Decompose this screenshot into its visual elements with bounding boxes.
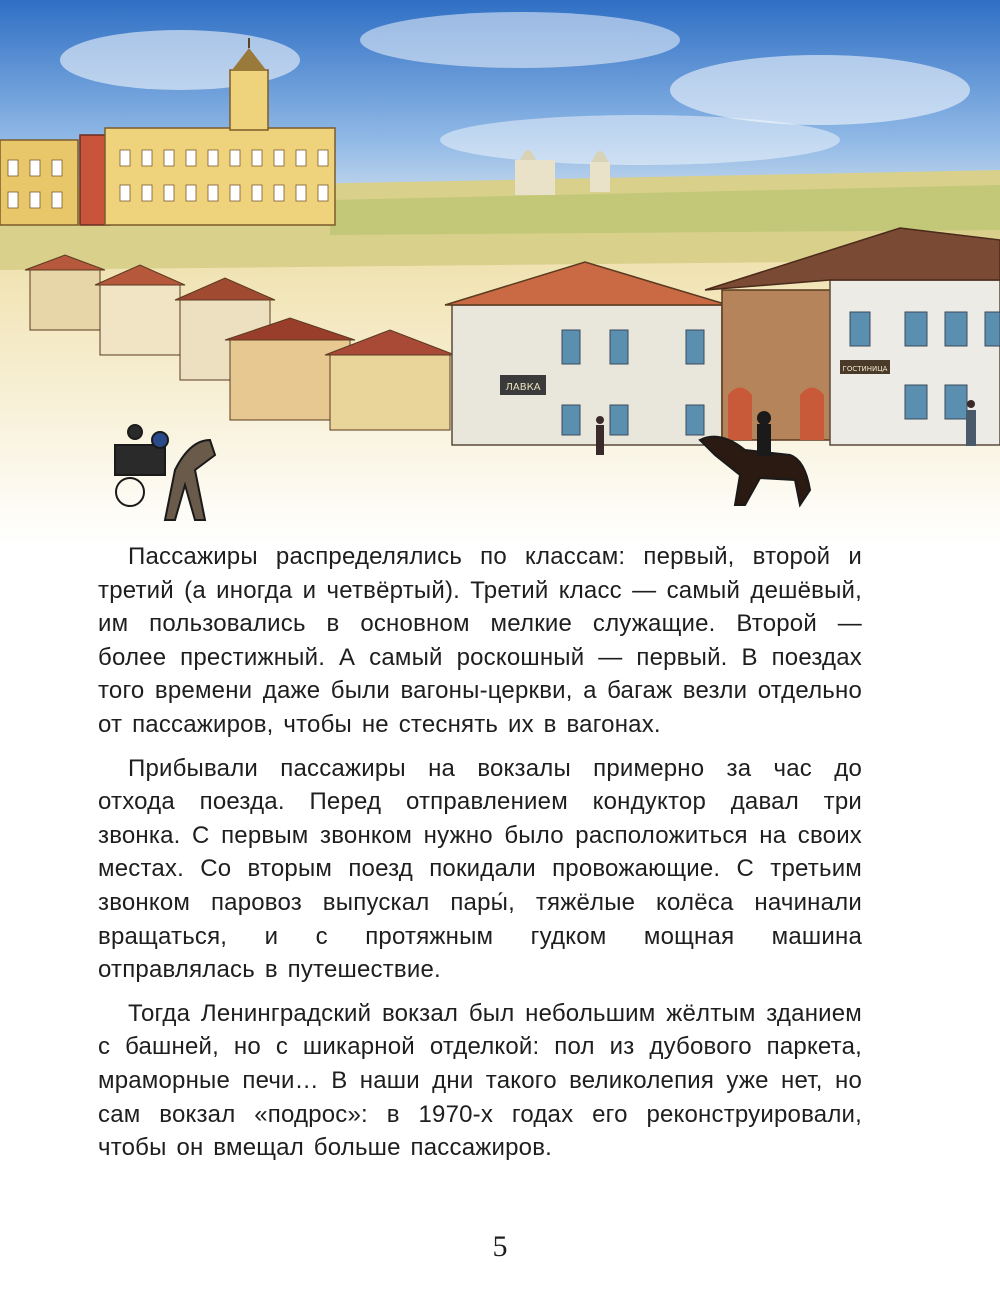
city-street-illustration-icon [0, 0, 1000, 545]
street-illustration [0, 0, 1000, 545]
shop-sign: ЛАВКА [505, 382, 541, 393]
paragraph-station: Тогда Ленинградский вокзал был небольшим жёлтым зданием с башней, но с шикарной отделкой: пол из дубового паркета, мраморные печи… В наши дни такого великолепия уже нет, но сам вокзал «подрос»: в 1970-х годах его реконструировали, чтобы он вмещал больше пассажиров. [98, 999, 862, 1162]
page-number: 5 [492, 1230, 508, 1263]
body-text [98, 540, 862, 1175]
inn-sign: ГОСТИНИЦА [842, 365, 888, 373]
paragraph-classes: Пассажиры распределялись по классам: первый, второй и третий (а иногда и четвёртый). Третий класс — самый дешёвый, им пользовались в основном мелкие служащие. Второй — более престижный. А самый роскошный — первый. В поездах того времени даже были вагоны-церкви, а багаж везли отдельно от пассажиров, чтобы не стеснять их в вагонах. [98, 543, 862, 738]
paragraph-departure: Прибывали пассажиры на вокзалы примерно за час до отхода поезда. Перед отправлением кондуктор давал три звонка. С первым звонком нужно было расположиться на своих местах. Со вторым поезд покидали провожающие. С третьим звонком паровоз выпускал пары́, тяжёлые колёса начинали вращаться, и с протяжным гудком мощная машина отправлялась в путешествие. [98, 754, 862, 984]
